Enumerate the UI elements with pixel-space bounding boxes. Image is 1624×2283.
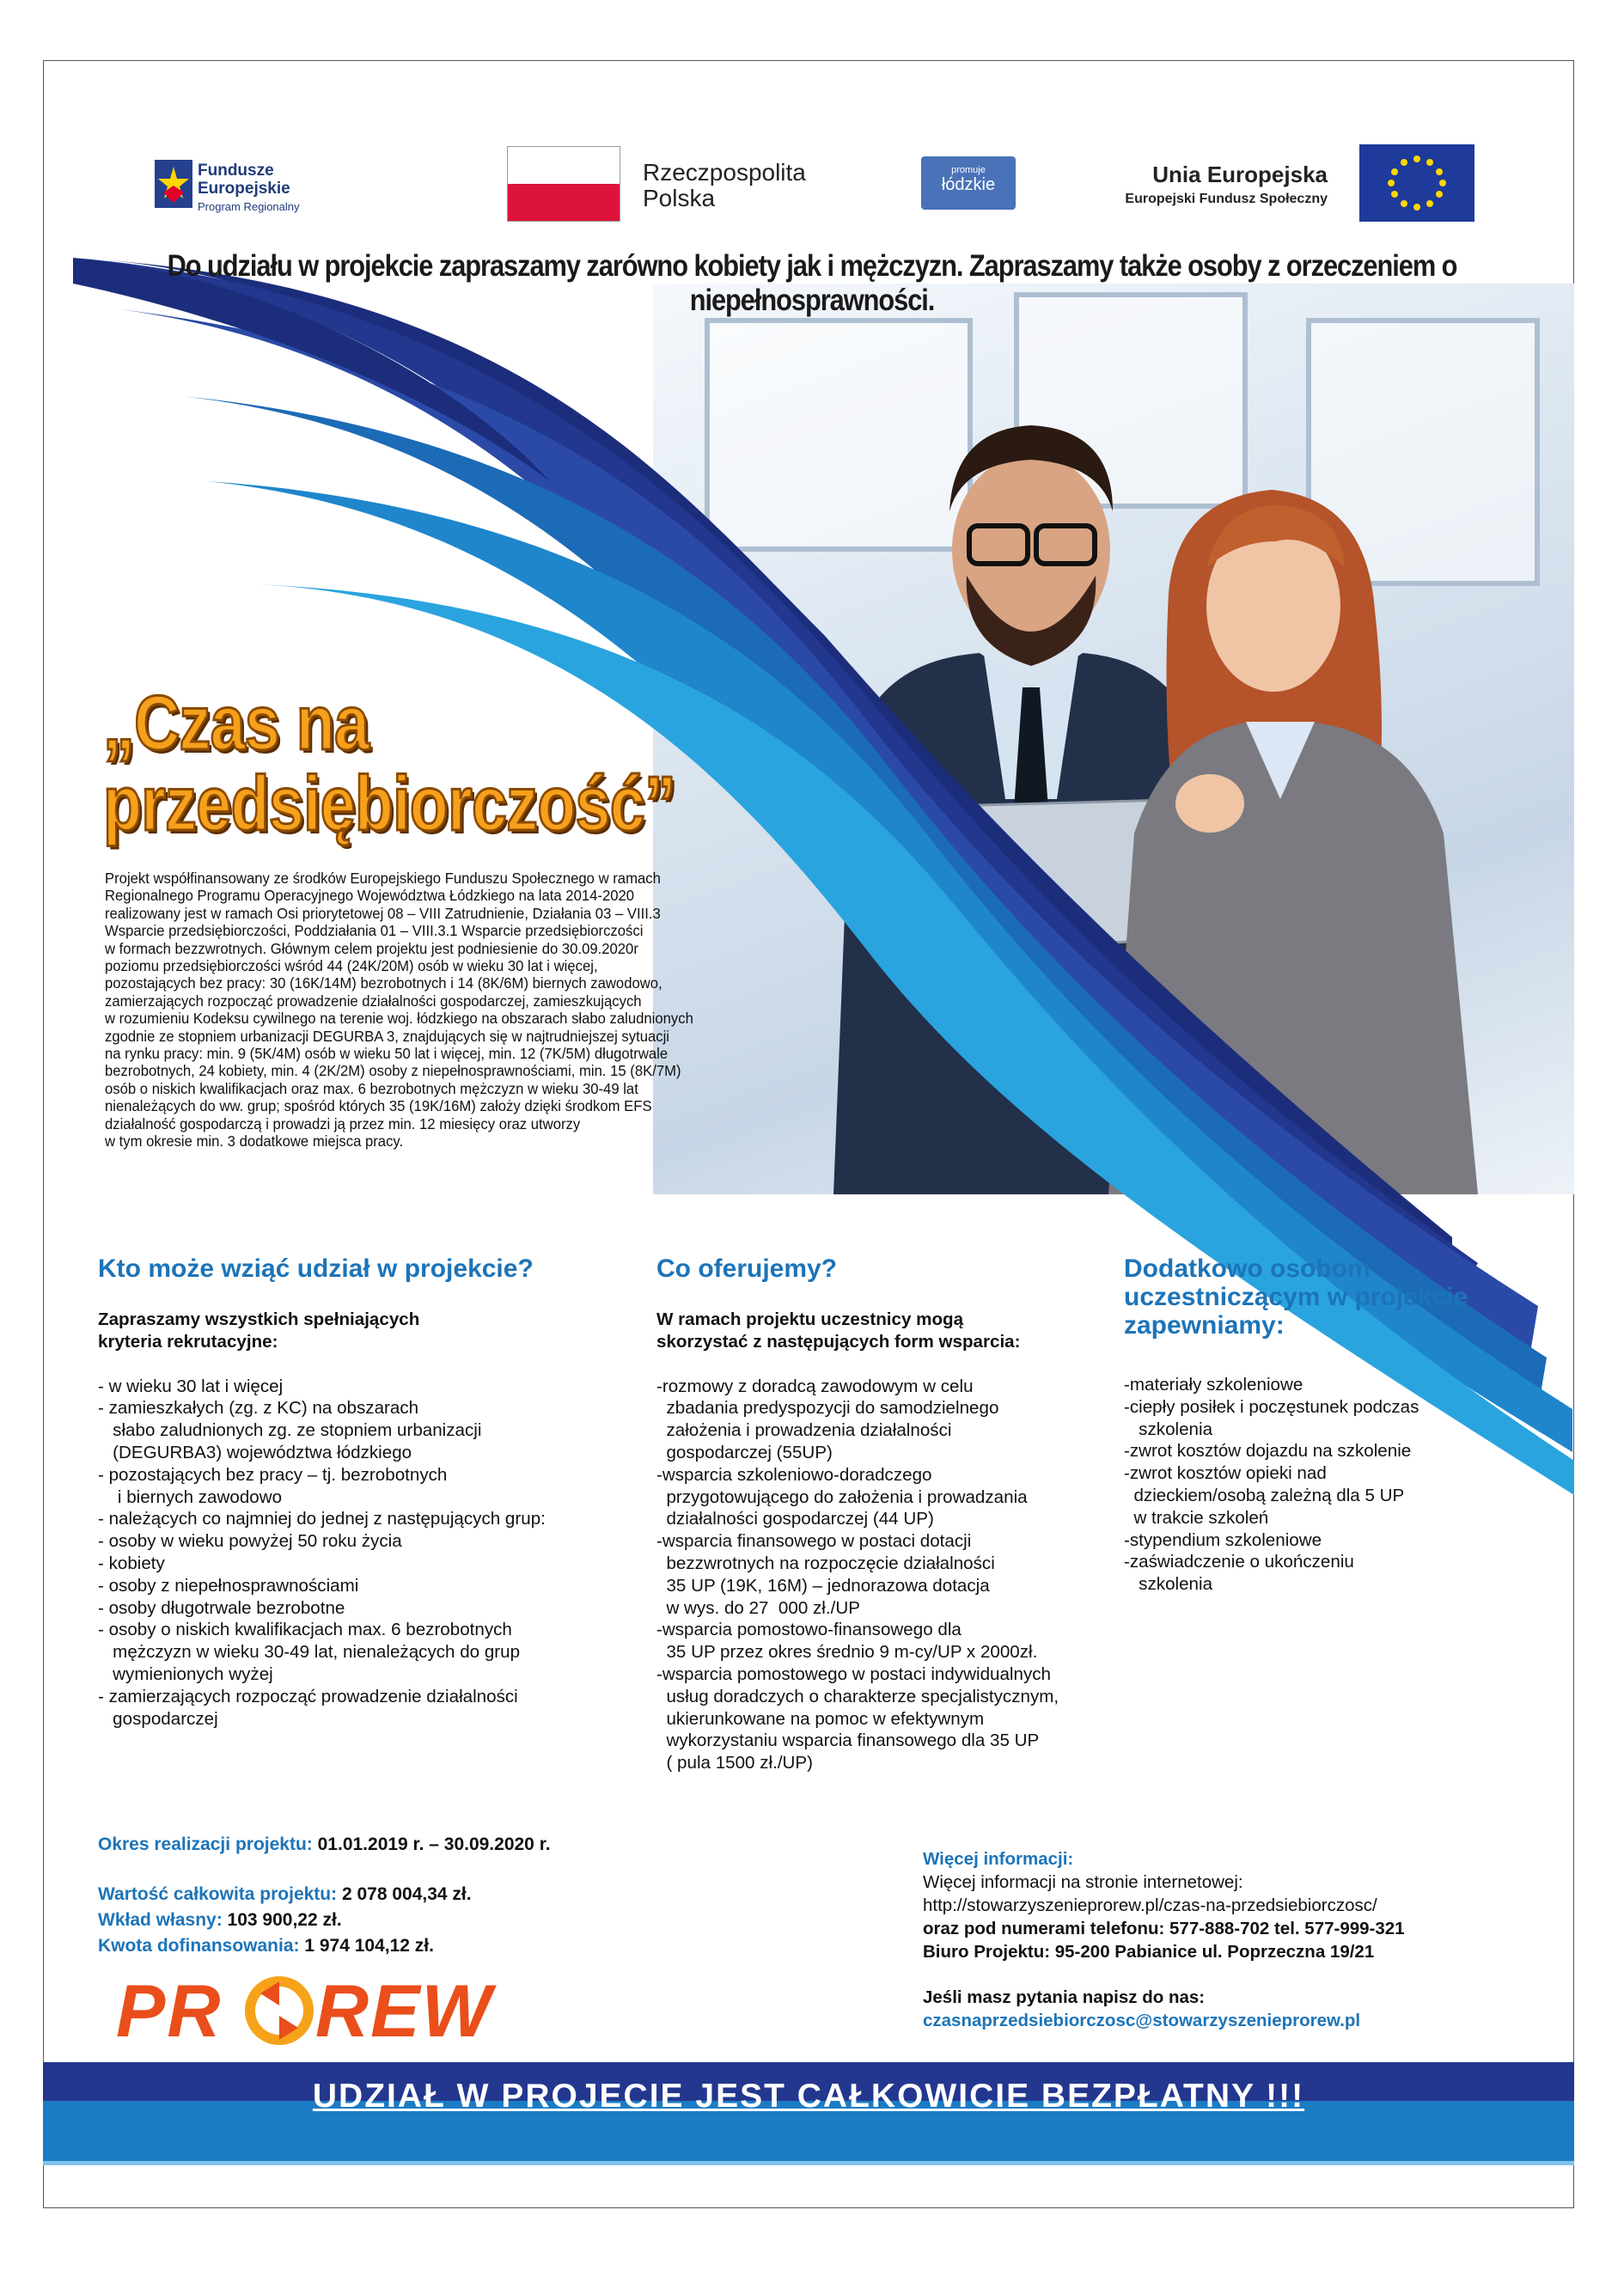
list-item: gospodarczej	[98, 1708, 218, 1729]
realizacja-label: Okres realizacji projektu:	[98, 1834, 313, 1854]
list-item: 35 UP przez okres średnio 9 m-cy/UP x 2000zł.	[656, 1642, 1038, 1663]
polish-flag-icon	[507, 146, 620, 222]
svg-text:PR: PR	[116, 1970, 223, 2053]
list-item: - osoby długotrwale bezrobotne	[98, 1597, 345, 1618]
list-item: dzieckiem/osobą zależną dla 5 UP	[1124, 1485, 1405, 1505]
finance-row	[98, 1933, 551, 1959]
list-item: -stypendium szkoleniowe	[1124, 1529, 1322, 1550]
intro-line: zgodnie ze stopniem urbanizacji DEGURBA 3, znajdujących się w najtrudniejszej sytuacji	[105, 1027, 670, 1045]
intro-line: Wsparcie przedsiębiorczości, Poddziałania 01 – VIII.3.1 Wsparcie przedsiębiorczości	[105, 922, 644, 940]
list-item: szkolenia	[1124, 1419, 1213, 1439]
intro-line: działalność gospodarczą i prowadzi ją przez min. 12 miesięcy oraz utworzy	[105, 1114, 581, 1132]
list-item: przygotowującego do założenia i prowadzania	[656, 1486, 1028, 1507]
intro-line: realizowany jest w ramach Osi priorytetowej 08 – VIII Zatrudnienie, Działania 03 – VIII.3	[105, 904, 661, 922]
list-item: - osoby w wieku powyżej 50 roku życia	[98, 1531, 402, 1552]
list-item: mężczyzn w wieku 30-49 lat, nienależących do grup	[98, 1642, 521, 1663]
eu-flag-icon	[1359, 144, 1474, 222]
eligibility-column	[98, 1254, 648, 1730]
intro-line: w tym okresie min. 3 dodatkowe miejsca pracy.	[105, 1132, 404, 1151]
intro-line: bezrobotnych, 24 kobiety, min. 4 (2K/2M) osoby z niepełnosprawnościami, min. 15 (8K/7M)	[105, 1062, 681, 1080]
fe-line3: Program Regionalny	[198, 200, 300, 213]
invitation-headline: Do udziału w projekcie zapraszamy zarówno kobiety jak i mężczyzn. Zapraszamy także osoby z orzeczeniem o niepełnosprawności.	[167, 249, 1457, 317]
finance-value: 2 078 004,34 zł.	[341, 1884, 472, 1904]
list-item: - zamierzających rozpocząć prowadzenie działalności	[98, 1686, 518, 1706]
intro-line: w formach bezzwrotnych. Głównym celem projektu jest podniesienie do 30.09.2020r	[105, 939, 638, 957]
intro-line: Regionalnego Programu Operacyjnego Województwa Łódzkiego na lata 2014-2020	[105, 887, 635, 905]
list-item: -zwrot kosztów dojazdu na szkolenie	[1124, 1441, 1412, 1462]
ue-line1: Unia Europejska	[1152, 162, 1328, 187]
list-item: w trakcie szkoleń	[1124, 1507, 1269, 1528]
logos-row	[155, 144, 1495, 227]
intro-line: poziomu przedsiębiorczości wśród 44 (24K/20M) osób w wieku 30 lat i więcej,	[105, 957, 598, 975]
fundusze-europejskie-logo	[155, 144, 344, 227]
offer-subheading	[656, 1309, 1172, 1353]
realizacja-value: 01.01.2019 r. – 30.09.2020 r.	[317, 1834, 551, 1854]
list-item: -wsparcia pomostowo-finansowego dla	[656, 1620, 962, 1640]
list-item: 35 UP (19K, 16M) – jednorazowa dotacja	[656, 1575, 990, 1596]
rp-line2: Polska	[643, 185, 716, 211]
offer-column	[656, 1254, 1172, 1774]
extras-heading	[1124, 1254, 1536, 1340]
list-item: (DEGURBA3) województwa łódzkiego	[98, 1442, 412, 1462]
fundusze-star-icon	[155, 160, 192, 208]
title-line2: przedsiębiorczość”	[103, 761, 676, 847]
contact-url[interactable]: http://stowarzyszenieprorew.pl/czas-na-przedsiebiorczosc/	[923, 1895, 1377, 1915]
list-item: ( pula 1500 zł./UP)	[656, 1753, 814, 1773]
list-item: - w wieku 30 lat i więcej	[98, 1376, 284, 1396]
contact-office: Biuro Projektu: 95-200 Pabianice ul. Poprzeczna 19/21	[923, 1942, 1375, 1962]
list-item: wymienionych wyżej	[98, 1663, 273, 1684]
list-item: wykorzystaniu wsparcia finansowego dla 35 UP	[656, 1731, 1040, 1751]
sub-line: Zapraszamy wszystkich spełniających	[98, 1309, 420, 1329]
extras-column	[1124, 1254, 1536, 1596]
list-item: - osoby o niskich kwalifikacjach max. 6 bezrobotnych	[98, 1620, 512, 1640]
list-item: - kobiety	[98, 1553, 165, 1573]
list-item: -wsparcia pomostowego w postaci indywidualnych	[656, 1663, 1052, 1684]
rp-line1: Rzeczpospolita	[643, 159, 806, 186]
eligibility-heading: Kto może wziąć udział w projekcie?	[98, 1254, 534, 1283]
finance-row	[98, 1908, 551, 1933]
finance-value: 103 900,22 zł.	[227, 1910, 342, 1930]
svg-text:REW: REW	[315, 1970, 493, 2053]
contact-info	[923, 1847, 1405, 2032]
title-line1: „Czas na	[103, 681, 369, 766]
finance-row	[98, 1882, 551, 1908]
project-finance-info	[98, 1832, 551, 1959]
list-item: ukierunkowane na pomoc w efektywnym	[656, 1708, 985, 1729]
list-item: słabo zaludnionych zg. ze stopniem urbanizacji	[98, 1420, 482, 1441]
intro-line: osób o niskich kwalifikacjach oraz max. 6 bezrobotnych mężczyzn w wieku 30-49 lat	[105, 1079, 638, 1097]
heading-line: Dodatkowo osobom	[1124, 1254, 1371, 1283]
unia-europejska-logo	[1053, 144, 1495, 227]
intro-line: Projekt współfinansowany ze środków Europejskiego Funduszu Społecznego w ramach	[105, 870, 661, 887]
fe-line1: Fundusze	[198, 162, 274, 180]
list-item: -rozmowy z doradcą zawodowym w celu	[656, 1376, 974, 1396]
intro-line: zamierzających rozpocząć prowadzenie działalności gospodarczej, zamieszkujących	[105, 992, 642, 1010]
contact-ask: Jeśli masz pytania napisz do nas:	[923, 1987, 1206, 2007]
list-item: szkolenia	[1124, 1574, 1213, 1595]
contact-line: Więcej informacji na stronie internetowej:	[923, 1872, 1243, 1892]
contact-heading: Więcej informacji:	[923, 1849, 1074, 1869]
list-item: -wsparcia finansowego w postaci dotacji	[656, 1531, 972, 1552]
list-item: w wys. do 27 000 zł./UP	[656, 1597, 860, 1618]
intro-line: nienależących do ww. grup; spośród których 35 (19K/16M) założy dzięki środkom EFS	[105, 1097, 652, 1115]
contact-phones: oraz pod numerami telefonu: 577-888-702 tel. 577-999-321	[923, 1919, 1405, 1938]
sub-line: skorzystać z następujących form wsparcia:	[656, 1331, 1021, 1352]
eligibility-subheading	[98, 1309, 648, 1353]
contact-email[interactable]: czasnaprzedsiebiorczosc@stowarzyszenieprorew.pl	[923, 2011, 1361, 2030]
finance-label: Wartość całkowita projektu:	[98, 1884, 338, 1904]
prorew-logo	[116, 1968, 563, 2054]
list-item: -wsparcia szkoleniowo-doradczego	[656, 1464, 932, 1485]
finance-label: Wkład własny:	[98, 1910, 223, 1930]
list-item: -zwrot kosztów opieki nad	[1124, 1463, 1327, 1484]
list-item: gospodarczej (55UP)	[656, 1442, 833, 1462]
fe-line2: Europejskie	[198, 180, 290, 198]
heading-line: zapewniamy:	[1124, 1311, 1285, 1340]
list-item: zbadania predyspozycji do samodzielnego	[656, 1398, 999, 1419]
heading-line: uczestniczącym w projekcie	[1124, 1283, 1468, 1311]
list-item: i biernych zawodowo	[98, 1486, 283, 1507]
offer-heading: Co oferujemy?	[656, 1254, 838, 1283]
intro-line: w rozumieniu Kodeksu cywilnego na terenie woj. łódzkiego na obszarach słabo zaludnionych	[105, 1010, 693, 1028]
intro-line: na rynku pracy: min. 9 (5K/4M) osób w wieku 50 lat i więcej, min. 12 (7K/5M) długotrwale	[105, 1045, 669, 1063]
list-item: usług doradczych o charakterze specjalistycznym,	[656, 1686, 1059, 1706]
list-item: - zamieszkałych (zg. z KC) na obszarach	[98, 1398, 419, 1419]
lodzkie-logo	[921, 144, 1024, 227]
sub-line: kryteria rekrutacyjne:	[98, 1331, 278, 1352]
free-participation-banner: UDZIAŁ W PROJECIE JEST CAŁKOWICIE BEZPŁATNY !!!	[312, 2078, 1305, 2115]
list-item: działalności gospodarczej (44 UP)	[656, 1509, 934, 1529]
lodzkie-big: łódzkie	[941, 175, 996, 194]
list-item: - pozostających bez pracy – tj. bezrobotnych	[98, 1464, 448, 1485]
finance-value: 1 974 104,12 zł.	[304, 1936, 434, 1956]
list-item: - osoby z niepełnosprawnościami	[98, 1575, 359, 1596]
lodzkie-small: promuje	[951, 165, 986, 175]
ue-line2: Europejski Fundusz Społeczny	[1125, 192, 1328, 206]
sub-line: W ramach projektu uczestnicy mogą	[656, 1309, 964, 1329]
list-item: -materiały szkoleniowe	[1124, 1375, 1303, 1395]
finance-label: Kwota dofinansowania:	[98, 1936, 300, 1956]
project-title	[103, 683, 675, 845]
project-description	[105, 870, 855, 1151]
list-item: -zaświadczenie o ukończeniu	[1124, 1552, 1354, 1572]
list-item: założenia i prowadzenia działalności	[656, 1420, 952, 1441]
list-item: - należących co najmniej do jednej z następujących grup:	[98, 1509, 546, 1529]
realizacja-row	[98, 1832, 551, 1858]
intro-line: pozostających bez pracy: 30 (16K/14M) bezrobotnych i 14 (8K/6M) biernych zawodowo,	[105, 974, 662, 992]
rzeczpospolita-logo	[507, 144, 833, 227]
list-item: bezzwrotnych na rozpoczęcie działalności	[656, 1553, 995, 1573]
list-item: -ciepły posiłek i poczęstunek podczas	[1124, 1396, 1419, 1417]
